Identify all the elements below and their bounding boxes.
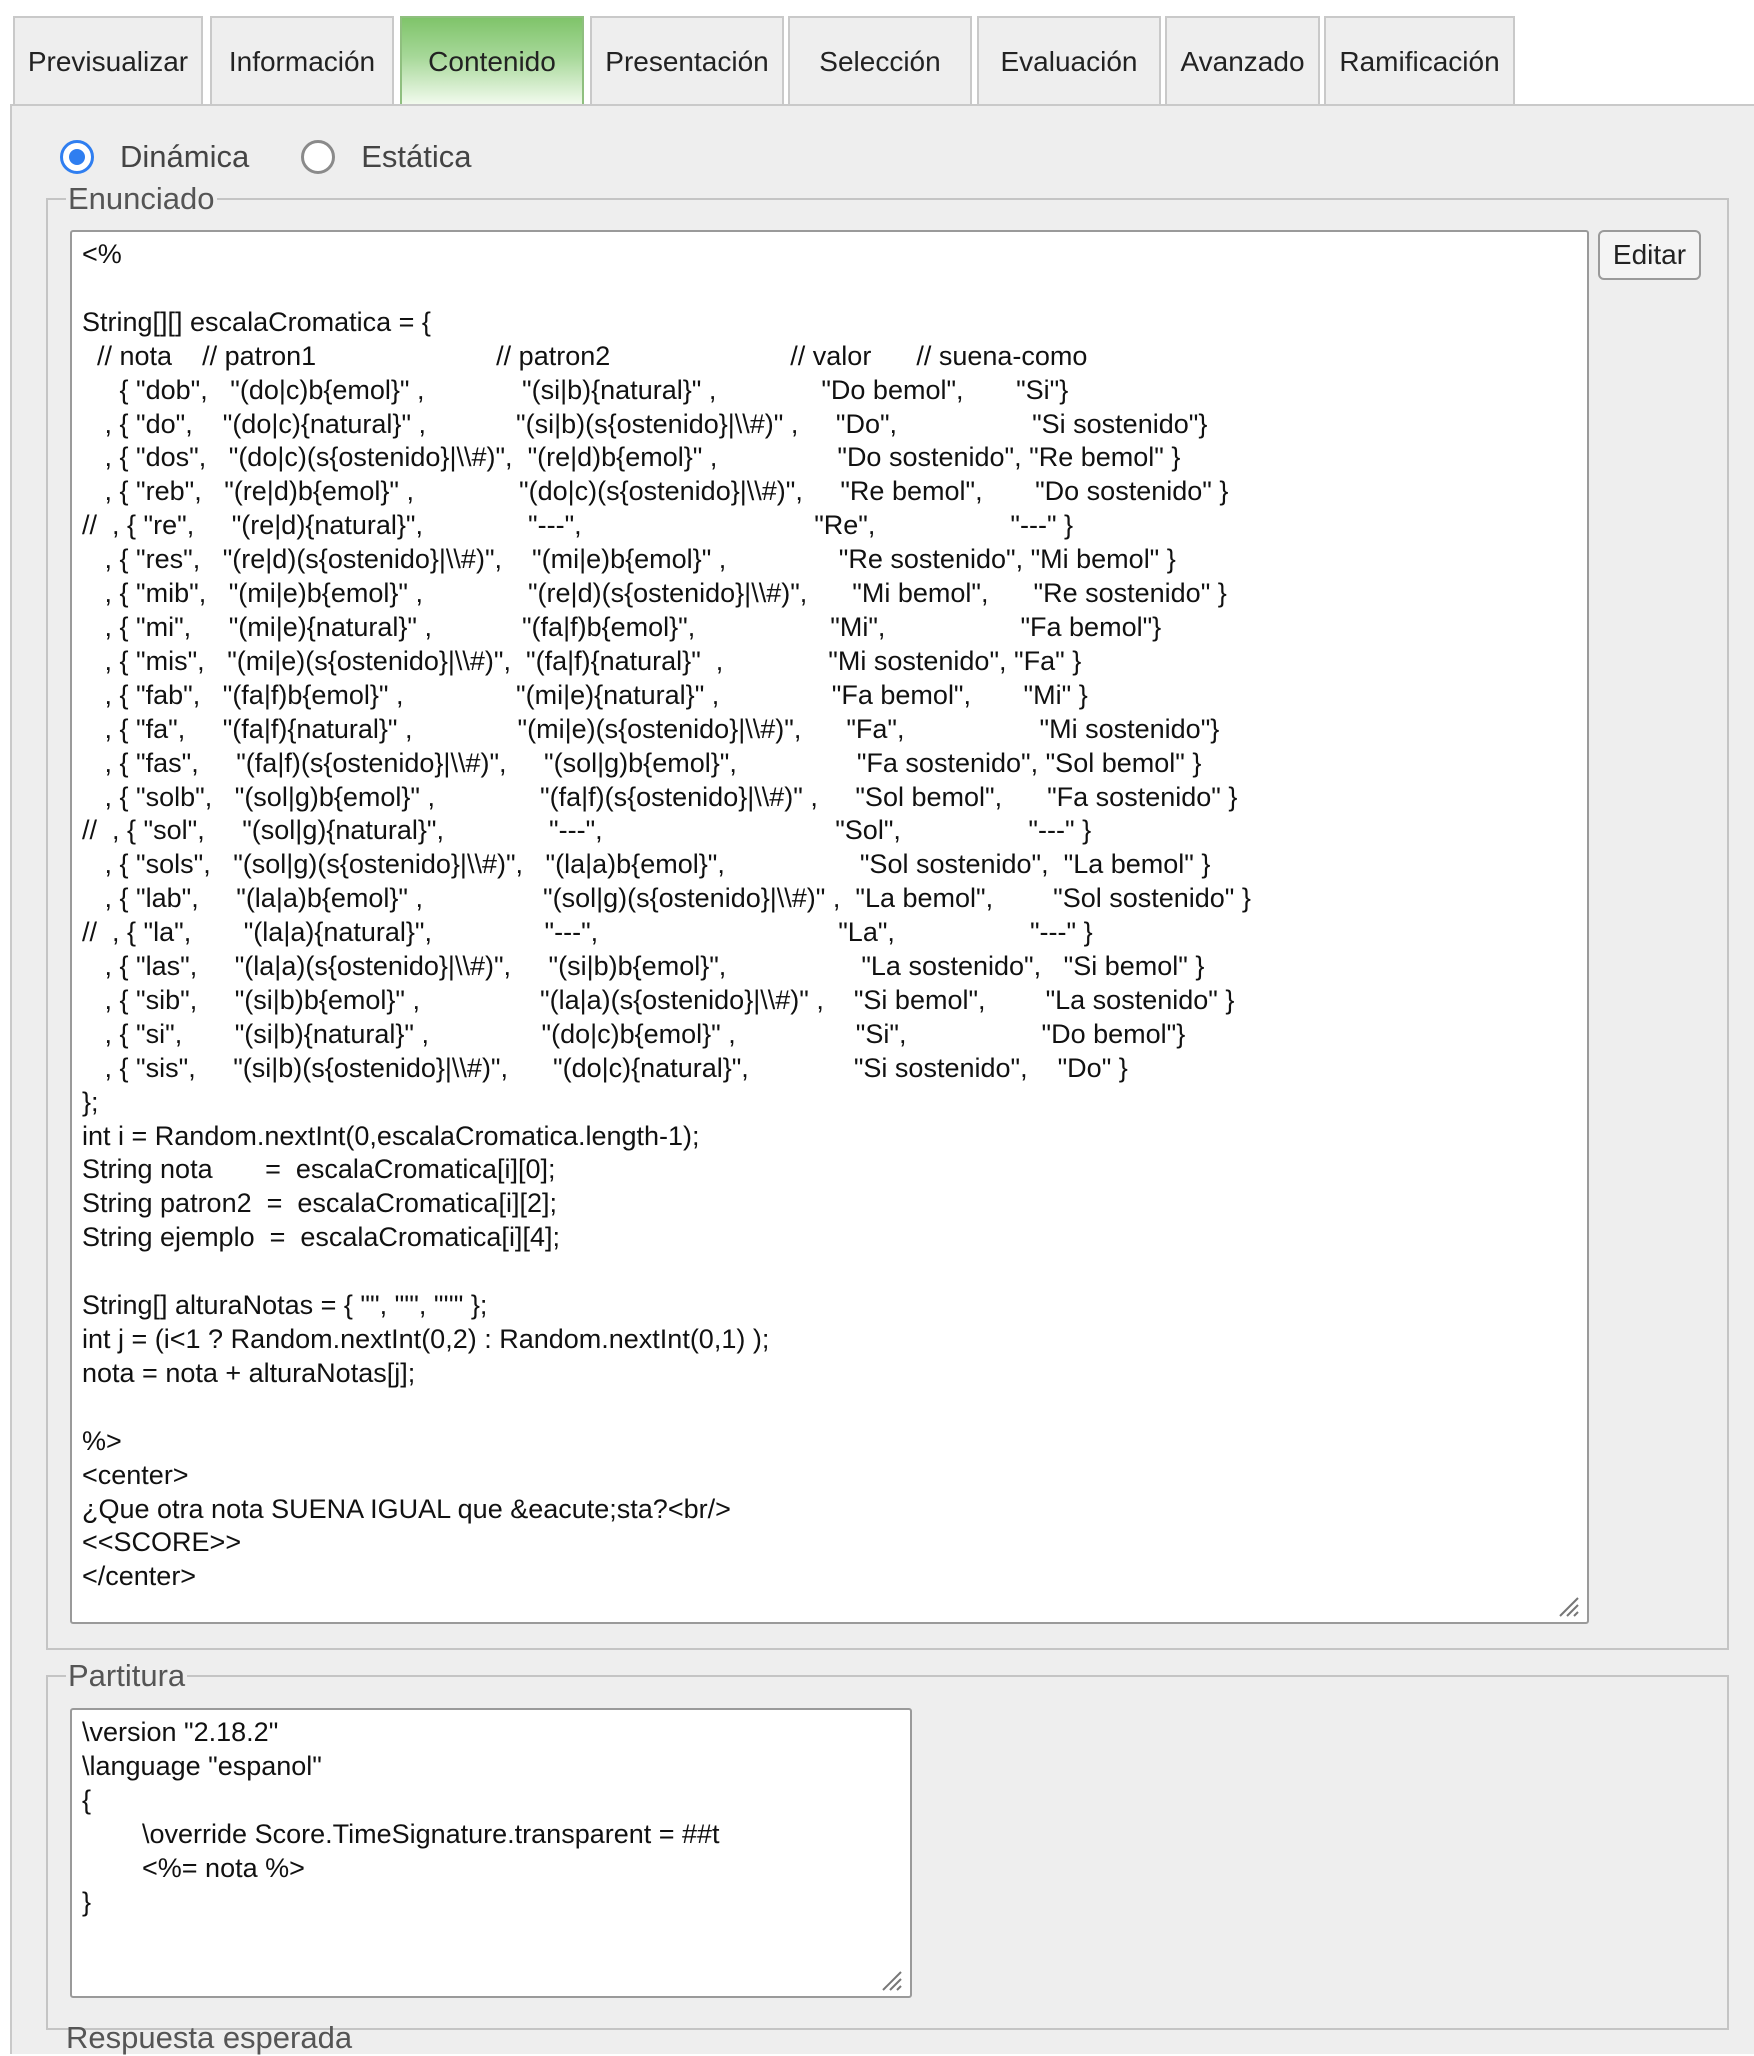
editar-button[interactable]: Editar [1598, 230, 1701, 280]
radio-estatica-label[interactable]: Estática [361, 139, 472, 174]
radio-estatica-indicator[interactable] [301, 140, 335, 174]
enunciado-legend: Enunciado [68, 181, 215, 216]
enunciado-code-textarea[interactable]: <% String[][] escalaCromatica = { // nota // patron1 // patron2 // valor // suena-como { "dob", "(do|c)b{emol}" , "(si|b){natural}" , "Do bemol", "Si"} , { "do", "(do|c){natural}" , "(si|b)(s{ostenido}|\\#)" , "Do", "Si sostenido"} , { "dos", "(do|c)(s{ostenido}|\\#)", "(re|d)b{emol}" , "Do sostenido", "Re bemol" } , { "reb", "(re|d)b{emol}" , "(do|c)(s{ostenido}|\\#)", "Re bemol", "Do sostenido" } // , { "re", "(re|d){natural}", "---", "Re", "---" } , { "res", "(re|d)(s{ostenido}|\\#)", "(mi|e)b{emol}" , "Re sostenido", "Mi bemol" } , { "mib", "(mi|e)b{emol}" , "(re|d)(s{ostenido}|\\#)", "Mi bemol", "Re sostenido" } , { "mi", "(mi|e){natural}" , "(fa|f)b{emol}", "Mi", "Fa bemol"} , { "mis", "(mi|e)(s{ostenido}|\\#)", "(fa|f){natural}" , "Mi sostenido", "Fa" } , { "fab", "(fa|f)b{emol}" , "(mi|e){natural}" , "Fa bemol", "Mi" } , { "fa", "(fa|f){natural}" , "(mi|e)(s{ostenido}|\\#)", "Fa", "Mi sostenido"} , { "fas", "(fa|f)(s{ostenido}|\\#)", "(sol|g)b{emol}", "Fa sostenido", "Sol bemol" } , { "solb", "(sol|g)b{emol}" , "(fa|f)(s{ostenido}|\\#)" , "Sol bemol", "Fa sostenido" } // , { "sol", "(sol|g){natural}", "---", "Sol", "---" } , { "sols", "(sol|g)(s{ostenido}|\\#)", "(la|a)b{emol}", "Sol sostenido", "La bemol" } , { "lab", "(la|a)b{emol}" , "(sol|g)(s{ostenido}|\\#)" , "La bemol", "Sol sostenido" } // , { "la", "(la|a){natural}", "---", "La", "---" } , { "las", "(la|a)(s{ostenido}|\\#)", "(si|b)b{emol}", "La sostenido", "Si bemol" } , { "sib", "(si|b)b{emol}" , "(la|a)(s{ostenido}|\\#)" , "Si bemol", "La sostenido" } , { "si", "(si|b){natural}" , "(do|c)b{emol}" , "Si", "Do bemol"} , { "sis", "(si|b)(s{ostenido}|\\#)", "(do|c){natural}", "Si sostenido", "Do" } }; int i = Random.nextInt(0,escalaCromatica.length-1); String nota = escalaCromatica[i][0]; String patron2 = escalaCromatica[i][2]; String ejemplo = escalaCromatica[i][4]; String[] alturaNotas = { "", "'", "''" }; int j = (i<1 ? Random.nextInt(0,2) : Random.nextInt(0,1) ); nota = nota + alturaNotas[j]; %> <center> ¿Que otra nota SUENA IGUAL que &eacute;sta?<br/> <<SCORE>> </center> [70, 230, 1589, 1624]
tab-evaluacion[interactable]: Evaluación [977, 16, 1161, 105]
partitura-code-textarea[interactable]: \version "2.18.2" \language "espanol" { \override Score.TimeSignature.transparent = ##t <%= nota %> } [70, 1708, 912, 1998]
resize-grip-icon[interactable] [1556, 1594, 1580, 1618]
tab-contenido[interactable]: Contenido [400, 16, 584, 105]
radio-dinamica[interactable] [60, 139, 249, 175]
tab-avanzado[interactable]: Avanzado [1165, 16, 1320, 105]
tab-informacion[interactable]: Información [210, 16, 394, 105]
radio-estatica[interactable] [301, 139, 471, 175]
radio-dinamica-indicator[interactable] [60, 140, 94, 174]
mode-radio-group [60, 134, 472, 180]
tab-previsualizar[interactable]: Previsualizar [13, 16, 203, 105]
partitura-legend: Partitura [68, 1658, 186, 1693]
tab-presentacion[interactable]: Presentación [590, 16, 784, 105]
respuesta-legend: Respuesta esperada [66, 2020, 353, 2055]
tab-ramificacion[interactable]: Ramificación [1324, 16, 1515, 105]
radio-dinamica-label[interactable]: Dinámica [120, 139, 250, 174]
resize-grip-icon[interactable] [879, 1968, 903, 1992]
tab-seleccion[interactable]: Selección [788, 16, 972, 105]
